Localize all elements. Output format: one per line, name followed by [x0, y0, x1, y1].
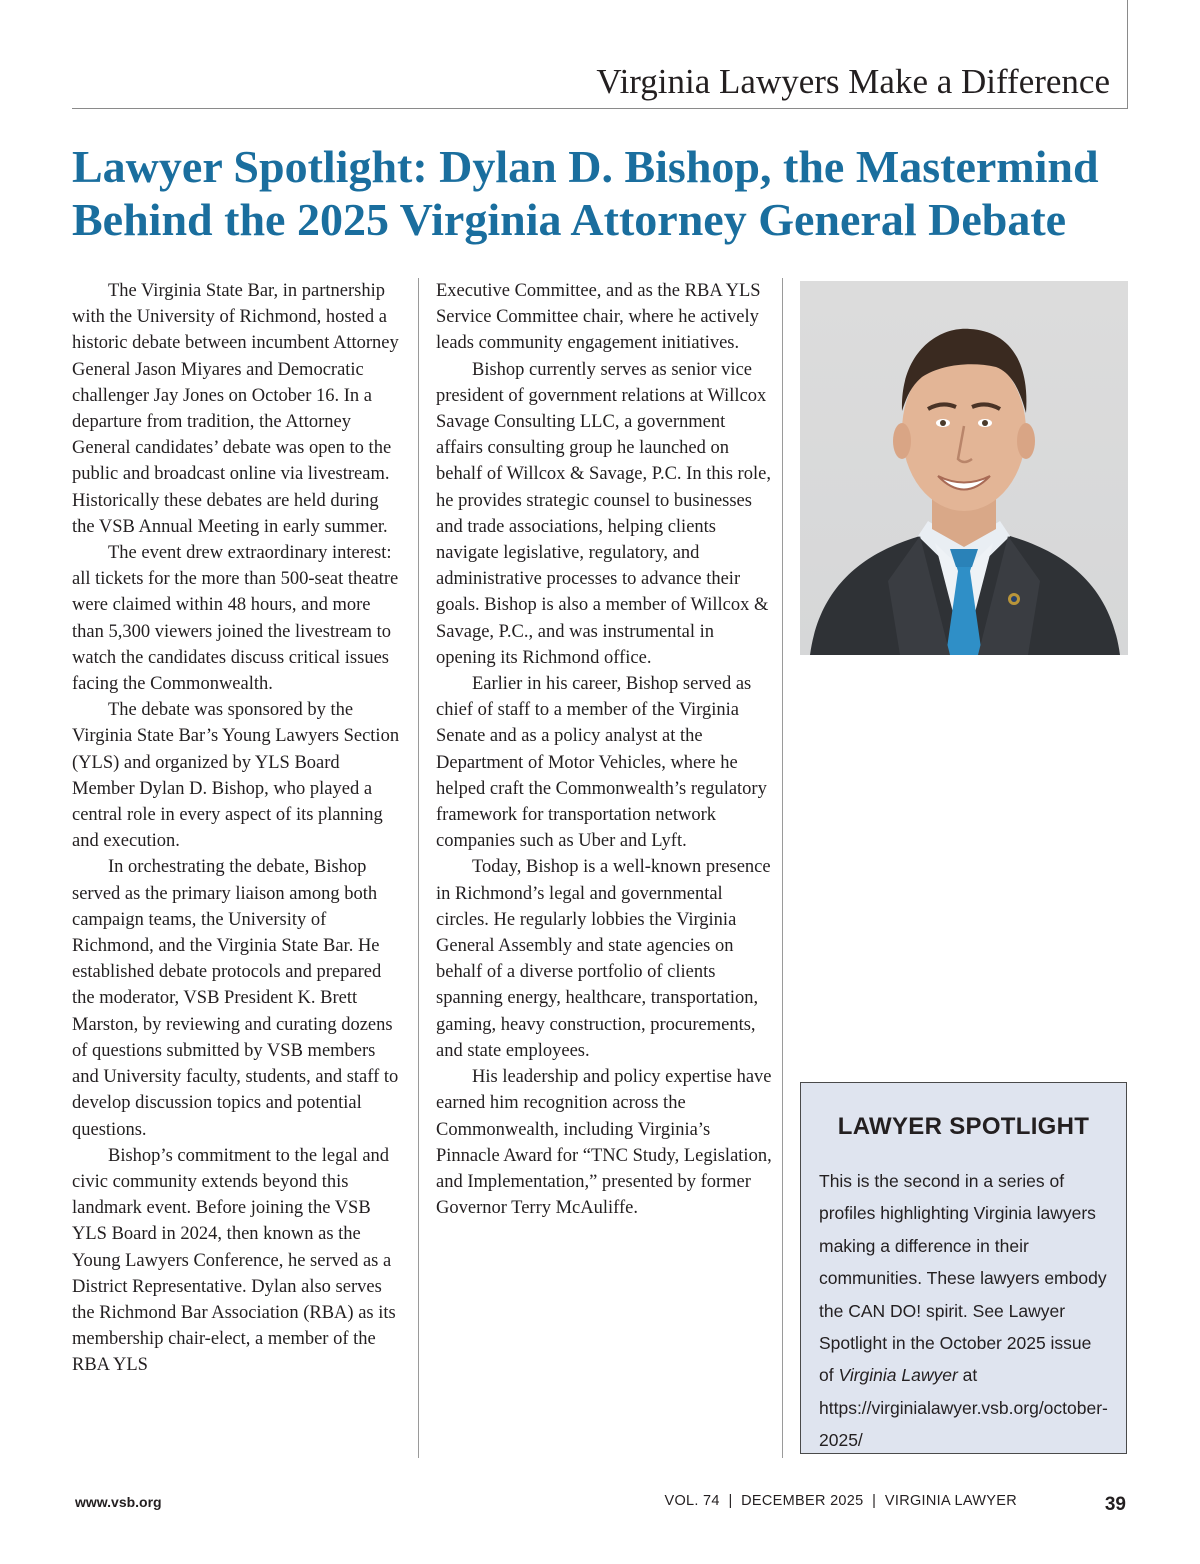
- paragraph: In orchestrating the debate, Bishop served as the primary liaison among both campaign teams, the University of Richmond, and the Virginia State Bar. He established debate protocols and prepared the moderator, VSB President K. Brett Marston, by reviewing and curating dozens of questions submitted by VSB members and University faculty, students, and staff to develop discussion topics and potential questions.: [72, 857, 399, 1140]
- column-divider: [418, 278, 419, 1458]
- footer-issue-info: [600, 1493, 1017, 1509]
- paragraph: His leadership and policy expertise have earned him recognition across the Commonwealth, including Virginia’s Pinnacle Award for “TNC Study, Legislation, and Implementation,” presented by former Governor Terry McAuliffe.: [436, 1067, 772, 1219]
- footer-issue-text: VOL. 74 | DECEMBER 2025 | VIRGINIA LAWYER: [664, 1493, 1017, 1509]
- paragraph: The Virginia State Bar, in partnership with the University of Richmond, hosted a historic debate between incumbent Attorney General Jason Miyares and Democratic challenger Jay Jones on October 16. In a departure from tradition, the Attorney General candidates’ debate was open to the public and broadcast online via livestream. Historically these debates are held during the VSB Annual Meeting in early summer.: [72, 281, 399, 537]
- publication-name: Virginia Lawyer: [838, 1365, 958, 1386]
- sidebar-title: LAWYER SPOTLIGHT: [837, 1113, 1090, 1140]
- paragraph-continued: Executive Committee, and as the RBA YLS Service Committee chair, where he actively leads community engagement initiatives.: [436, 281, 761, 354]
- sidebar-text: This is the second in a series of profiles highlighting Virginia lawyers making a difference in their communities. These lawyers embody the CAN DO! spirit. See Lawyer Spotlight in the October 2025 issue of: [819, 1171, 1107, 1386]
- portrait-illustration: [800, 281, 1128, 655]
- paragraph: Earlier in his career, Bishop served as chief of staff to a member of the Virginia Senate and as a policy analyst at the Department of Motor Vehicles, where he helped craft the Commonwealth’s regulatory framework for transportation network companies such as Uber and Lyft.: [436, 674, 767, 852]
- sidebar-link-text: at https://virginialawyer.vsb.org/october-2025/: [819, 1365, 1108, 1451]
- paragraph: The event drew extraordinary interest: all tickets for the more than 500-seat theatre were claimed within 48 hours, and more than 5,300 viewers joined the livestream to watch the candidates discuss critical issues facing the Commonwealth.: [72, 543, 399, 695]
- portrait-photo: [800, 281, 1128, 655]
- article-column-2: [436, 278, 772, 1221]
- section-header: Virginia Lawyers Make a Difference: [596, 62, 1110, 101]
- paragraph: Bishop’s commitment to the legal and civic community extends beyond this landmark event. Before joining the VSB YLS Board in 2024, then known as the Young Lawyers Conference, he served as a District Representative. Dylan also serves the Richmond Bar Association (RBA) as its membership chair-elect, a member of the RBA YLS: [72, 1145, 396, 1376]
- paragraph: The debate was sponsored by the Virginia State Bar’s Young Lawyers Section (YLS) and organized by YLS Board Member Dylan D. Bishop, who played a central role in every aspect of its planning and execution.: [72, 700, 400, 852]
- sidebar-body: [819, 1165, 1108, 1457]
- header-rule: [72, 108, 1128, 109]
- lawyer-spotlight-sidebar: [800, 1082, 1127, 1454]
- footer-website: www.vsb.org: [75, 1494, 162, 1510]
- article-title: Lawyer Spotlight: Dylan D. Bishop, the Mastermind Behind the 2025 Virginia Attorney General Debate: [72, 141, 1099, 245]
- column-divider: [782, 278, 783, 1458]
- article-column-1: [72, 278, 404, 1379]
- paragraph: Today, Bishop is a well-known presence in Richmond’s legal and governmental circles. He regularly lobbies the Virginia General Assembly and state agencies on behalf of a diverse portfolio of clients spanning energy, healthcare, transportation, gaming, heavy construction, procurements, and state employees.: [436, 857, 771, 1061]
- paragraph: Bishop currently serves as senior vice president of government relations at Willcox Savage Consulting LLC, a government affairs consulting group he launched on behalf of Willcox & Savage, P.C. In this role, he provides strategic counsel to businesses and trade associations, helping clients navigate legislative, regulatory, and administrative processes to advance their goals. Bishop is also a member of Willcox & Savage, P.C., and was instrumental in opening its Richmond office.: [436, 359, 771, 668]
- page-number: 39: [1104, 1494, 1126, 1515]
- header-vertical-rule: [1127, 0, 1128, 109]
